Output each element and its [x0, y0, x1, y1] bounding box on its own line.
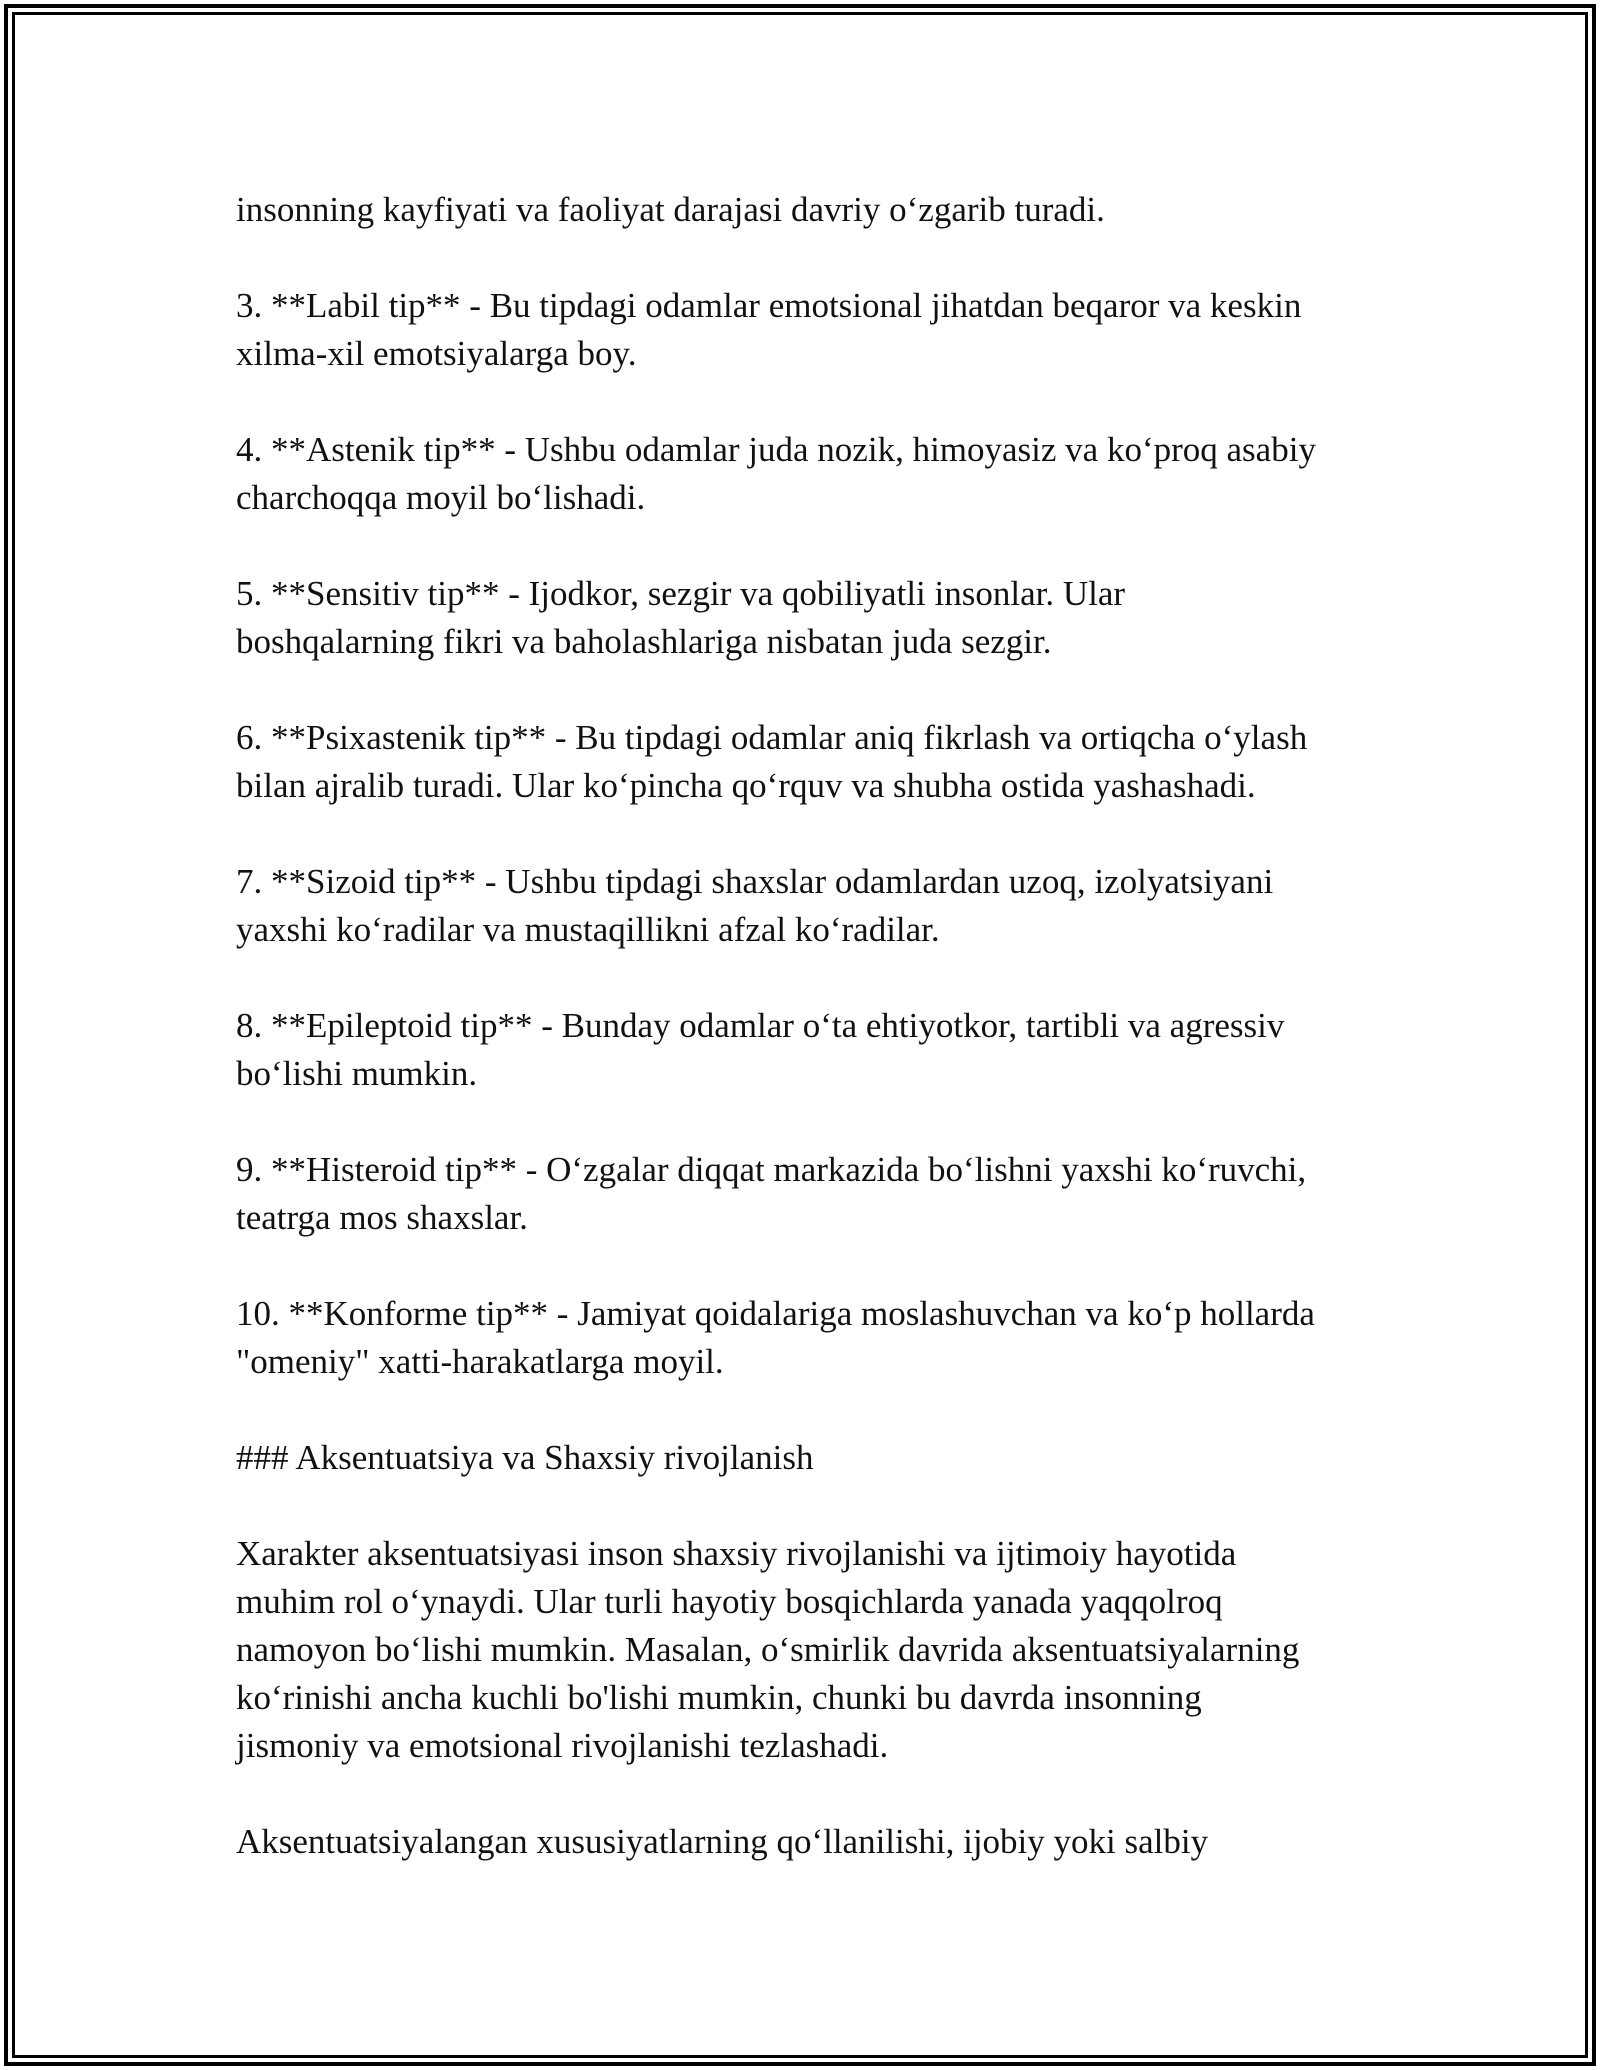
list-item-psixastenik: 6. **Psixastenik tip** - Bu tipdagi odamlar aniq fikrlash va ortiqcha o‘ylash bilan ajralib turadi. Ular ko‘pincha qo‘rquv va shubha ostida yashashadi.	[236, 718, 1308, 805]
paragraph-continuation: insonning kayfiyati va faoliyat darajasi davriy o‘zgarib turadi.	[236, 190, 1105, 229]
paragraph-truncated: Aksentuatsiyalangan xususiyatlarning qo‘llanilishi, ijobiy yoki salbiy	[236, 1822, 1209, 1861]
list-item-sizoid: 7. **Sizoid tip** - Ushbu tipdagi shaxslar odamlardan uzoq, izolyatsiyani yaxshi ko‘radilar va mustaqillikni afzal ko‘radilar.	[236, 862, 1274, 949]
list-item-konforme: 10. **Konforme tip** - Jamiyat qoidalariga moslashuvchan va ko‘p hollarda "omeniy" xatti-harakatlarga moyil.	[236, 1294, 1315, 1381]
list-item-histeroid: 9. **Histeroid tip** - O‘zgalar diqqat markazida bo‘lishni yaxshi ko‘ruvchi, teatrga mos shaxslar.	[236, 1150, 1307, 1237]
section-heading: ### Aksentuatsiya va Shaxsiy rivojlanish	[236, 1438, 814, 1477]
paragraph-aksentuatsiya: Xarakter aksentuatsiyasi inson shaxsiy rivojlanishi va ijtimoiy hayotida muhim rol o‘ynaydi. Ular turli hayotiy bosqichlarda yanada yaqqolroq namoyon bo‘lishi mumkin. Masalan, o‘smirlik davrida aksentuatsiyalarning ko‘rinishi ancha kuchli bo'lishi mumkin, chunki bu davrda insonning jismoniy va emotsional rivojlanishi tezlashadi.	[236, 1534, 1300, 1765]
list-item-sensitiv: 5. **Sensitiv tip** - Ijodkor, sezgir va qobiliyatli insonlar. Ular boshqalarning fikri va baholashlariga nisbatan juda sezgir.	[236, 574, 1126, 661]
list-item-epileptoid: 8. **Epileptoid tip** - Bunday odamlar o‘ta ehtiyotkor, tartibli va agressiv bo‘lishi mumkin.	[236, 1006, 1285, 1093]
document-body	[236, 186, 1386, 1866]
list-item-astenik: 4. **Astenik tip** - Ushbu odamlar juda nozik, himoyasiz va ko‘proq asabiy charchoqqa moyil bo‘lishadi.	[236, 430, 1316, 517]
list-item-labil: 3. **Labil tip** - Bu tipdagi odamlar emotsional jihatdan beqaror va keskin xilma-xil emotsiyalarga boy.	[236, 286, 1302, 373]
